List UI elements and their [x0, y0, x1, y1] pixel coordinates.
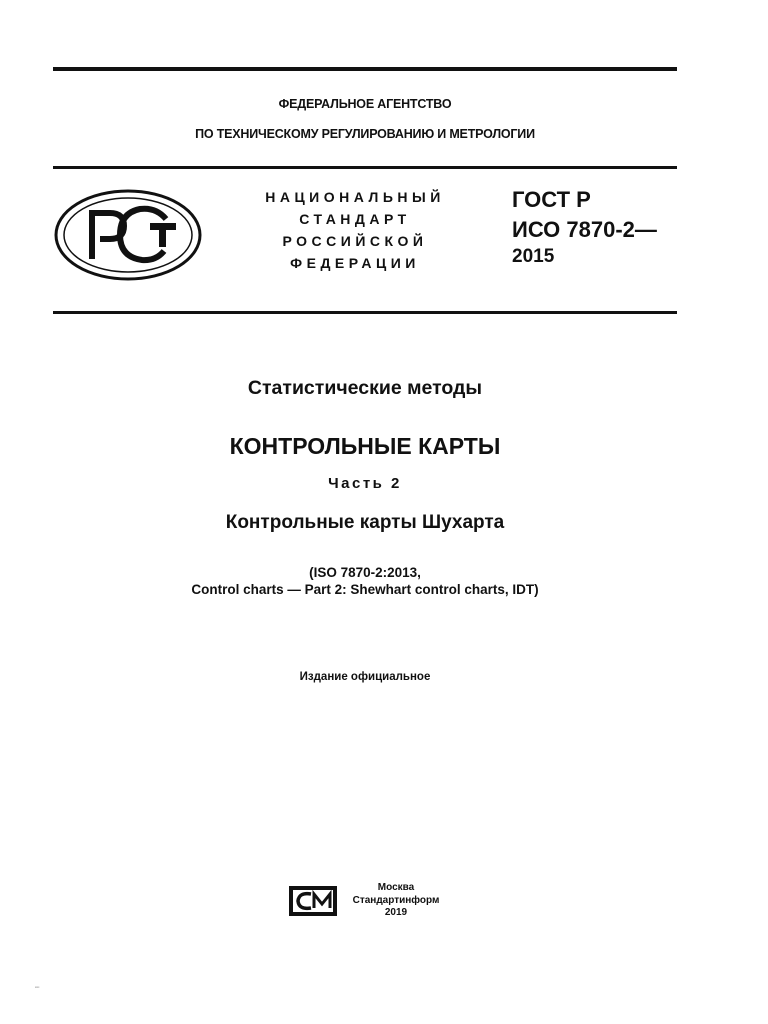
iso-reference-line-2: Control charts — Part 2: Shewhart control charts, IDT) [191, 582, 539, 597]
agency-line-2: ПО ТЕХНИЧЕСКОМУ РЕГУЛИРОВАНИЮ И МЕТРОЛОГИИ [195, 127, 535, 141]
rst-certification-mark-icon [54, 189, 202, 281]
edition-note: Издание официальное [299, 671, 431, 683]
top-rule [53, 67, 677, 71]
publisher-name: Стандартинформ [352, 895, 440, 906]
national-standard-line-2: СТАНДАРТ [299, 211, 411, 227]
margin-mark: ▪▪▪▪ [35, 985, 40, 989]
iso-reference-line-1: (ISO 7870-2:2013, [309, 565, 421, 580]
designation-line-2: ИСО 7870-2— [512, 217, 657, 242]
publisher-year: 2019 [384, 907, 408, 918]
designation-rule [53, 311, 677, 314]
header-rule [53, 166, 677, 169]
publisher-city: Москва [377, 882, 415, 893]
agency-line-1: ФЕДЕРАЛЬНОЕ АГЕНТСТВО [278, 97, 452, 111]
document-subject: Статистические методы [247, 377, 483, 399]
designation-line-3: 2015 [512, 246, 555, 267]
national-standard-line-1: НАЦИОНАЛЬНЫЙ [265, 189, 445, 205]
document-subtitle: Контрольные карты Шухарта [225, 512, 505, 533]
standartinform-logo-icon [288, 885, 338, 917]
national-standard-line-3: РОССИЙСКОЙ [282, 233, 428, 249]
designation-line-1: ГОСТ Р [512, 187, 591, 212]
document-title: КОНТРОЛЬНЫЕ КАРТЫ [229, 433, 501, 459]
national-standard-line-4: ФЕДЕРАЦИИ [290, 255, 420, 271]
document-part: Часть 2 [328, 475, 402, 492]
